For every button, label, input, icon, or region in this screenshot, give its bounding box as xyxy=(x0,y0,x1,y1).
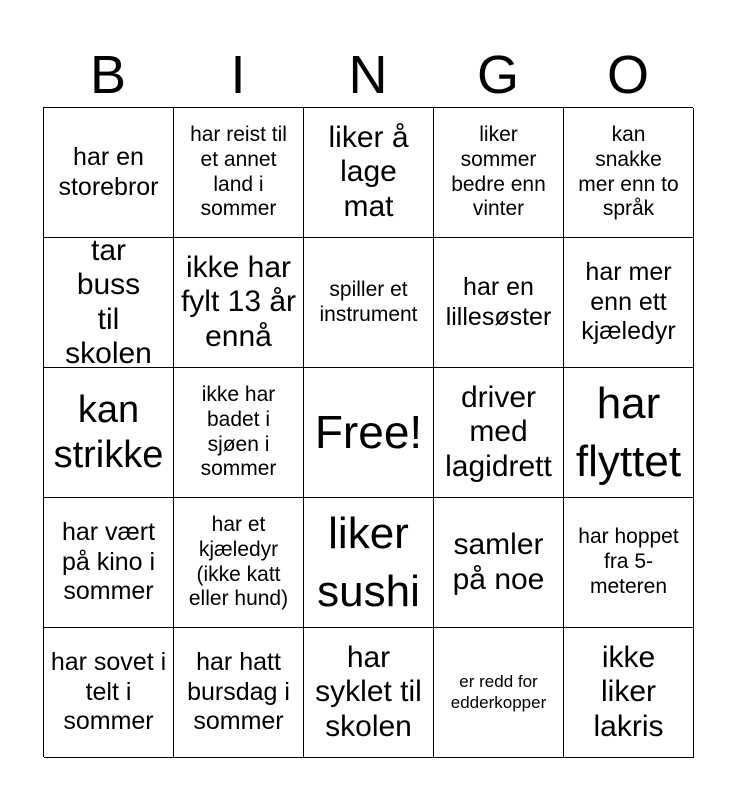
bingo-cell[interactable] xyxy=(304,238,434,368)
header-letter-o: O xyxy=(606,45,649,105)
cell-text: kan snakke mer enn to språk xyxy=(578,122,679,221)
bingo-cell[interactable] xyxy=(434,498,564,628)
cell-text: liker å lage mat xyxy=(328,120,409,223)
bingo-cell-free[interactable] xyxy=(304,368,434,498)
cell-text: har en storebror xyxy=(58,143,159,201)
cell-text: har mer enn ett kjæledyr xyxy=(581,258,676,346)
bingo-cell[interactable] xyxy=(174,368,304,498)
header-letter-b: B xyxy=(89,45,127,105)
bingo-cell[interactable] xyxy=(434,108,564,238)
cell-text: liker sommer bedre enn vinter xyxy=(451,122,546,221)
bingo-cell[interactable] xyxy=(564,108,694,238)
cell-text: har syklet til skolen xyxy=(315,640,422,743)
cell-text: har hoppet fra 5-meteren xyxy=(578,525,679,598)
bingo-header xyxy=(43,44,693,106)
bingo-cell[interactable] xyxy=(304,498,434,628)
cell-text: ikke har fylt 13 år ennå xyxy=(180,250,297,353)
bingo-cell[interactable] xyxy=(304,108,434,238)
cell-text: har flyttet xyxy=(575,379,682,486)
header-letter-i: I xyxy=(230,45,246,105)
bingo-cell[interactable] xyxy=(434,368,564,498)
bingo-board xyxy=(43,107,693,757)
cell-text: driver med lagidrett xyxy=(445,380,552,483)
bingo-cell[interactable] xyxy=(44,628,174,758)
cell-text: har vært på kino i sommer xyxy=(61,518,156,606)
header-letter-g: G xyxy=(476,45,519,105)
bingo-cell[interactable] xyxy=(564,628,694,758)
bingo-cell[interactable] xyxy=(564,238,694,368)
bingo-cell[interactable] xyxy=(434,238,564,368)
bingo-cell[interactable] xyxy=(174,238,304,368)
cell-text: samler på noe xyxy=(452,528,545,596)
bingo-cell[interactable] xyxy=(44,108,174,238)
cell-text: har hatt bursdag i sommer xyxy=(187,648,290,736)
bingo-cell[interactable] xyxy=(174,628,304,758)
header-letter-n: N xyxy=(348,45,388,105)
bingo-cell[interactable] xyxy=(304,628,434,758)
cell-text: spiller et instrument xyxy=(319,277,418,326)
bingo-cell[interactable] xyxy=(174,498,304,628)
bingo-cell[interactable] xyxy=(44,238,174,368)
cell-text: liker sushi xyxy=(317,509,420,616)
cell-text: har reist til et annet land i sommer xyxy=(190,122,287,221)
cell-text: er redd for edderkopper xyxy=(450,672,547,712)
bingo-cell[interactable] xyxy=(44,498,174,628)
cell-text: tar buss til skolen xyxy=(65,238,152,368)
cell-text: har sovet i telt i sommer xyxy=(50,648,167,736)
free-space-text: Free! xyxy=(314,406,423,459)
bingo-cell[interactable] xyxy=(44,368,174,498)
bingo-cell[interactable] xyxy=(174,108,304,238)
cell-text: har en lillesøster xyxy=(445,273,552,331)
cell-text: kan strikke xyxy=(53,389,164,476)
bingo-cell[interactable] xyxy=(564,368,694,498)
cell-text: har et kjæledyr (ikke katt eller hund) xyxy=(188,512,289,611)
cell-text: ikke har badet i sjøen i sommer xyxy=(200,382,277,481)
cell-text: ikke liker lakris xyxy=(593,640,664,743)
bingo-cell[interactable] xyxy=(434,628,564,758)
bingo-cell[interactable] xyxy=(564,498,694,628)
